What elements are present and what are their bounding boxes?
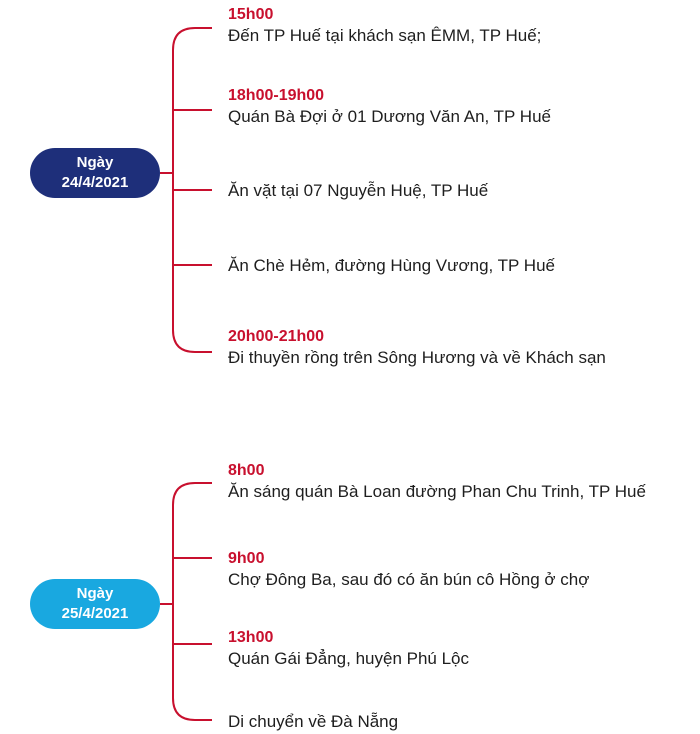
day-pill-24-4 [30,148,160,198]
day-pill-25-4 [30,579,160,629]
entry-text: Quán Gái Đẳng, huyện Phú Lộc [228,649,469,668]
entry-text: Chợ Đông Ba, sau đó có ăn bún cô Hồng ở chợ [228,570,590,589]
day1-entry-3 [228,180,696,202]
entry-text: Di chuyển về Đà Nẵng [228,712,399,731]
entry-time: 15h00 [228,6,274,23]
day1-entry-2 [228,86,696,128]
day2-entry-4 [228,711,696,733]
day-date: 25/4/2021 [61,605,129,622]
day1-entry-1 [228,5,696,47]
entry-text: Đến TP Huế tại khách sạn ÊMM, TP Huế; [228,26,542,45]
day-label: Ngày [76,154,114,171]
entry-text: Quán Bà Đợi ở 01 Dương Văn An, TP Huế [228,107,551,126]
entry-text: Ăn sáng quán Bà Loan đường Phan Chu Trinh, TP Huế [228,482,646,501]
day-label: Ngày [76,585,114,602]
day2-entry-1 [228,461,696,503]
entry-time: 8h00 [228,462,265,479]
entry-time: 20h00-21h00 [228,328,325,345]
day2-entry-3 [228,628,696,670]
day1-entry-4 [228,255,696,277]
entry-time: 18h00-19h00 [228,87,325,104]
day-date: 24/4/2021 [61,174,129,191]
entry-time: 9h00 [228,550,265,567]
entry-text: Ăn vặt tại 07 Nguyễn Huệ, TP Huế [228,181,489,200]
day1-entry-5 [228,327,696,369]
entry-text: Đi thuyền rồng trên Sông Hương và về Khách sạn [228,348,606,367]
day2-entry-2 [228,549,696,591]
day2-bracket [160,483,212,720]
entry-text: Ăn Chè Hẻm, đường Hùng Vương, TP Huế [228,256,555,275]
entry-time: 13h00 [228,629,274,646]
